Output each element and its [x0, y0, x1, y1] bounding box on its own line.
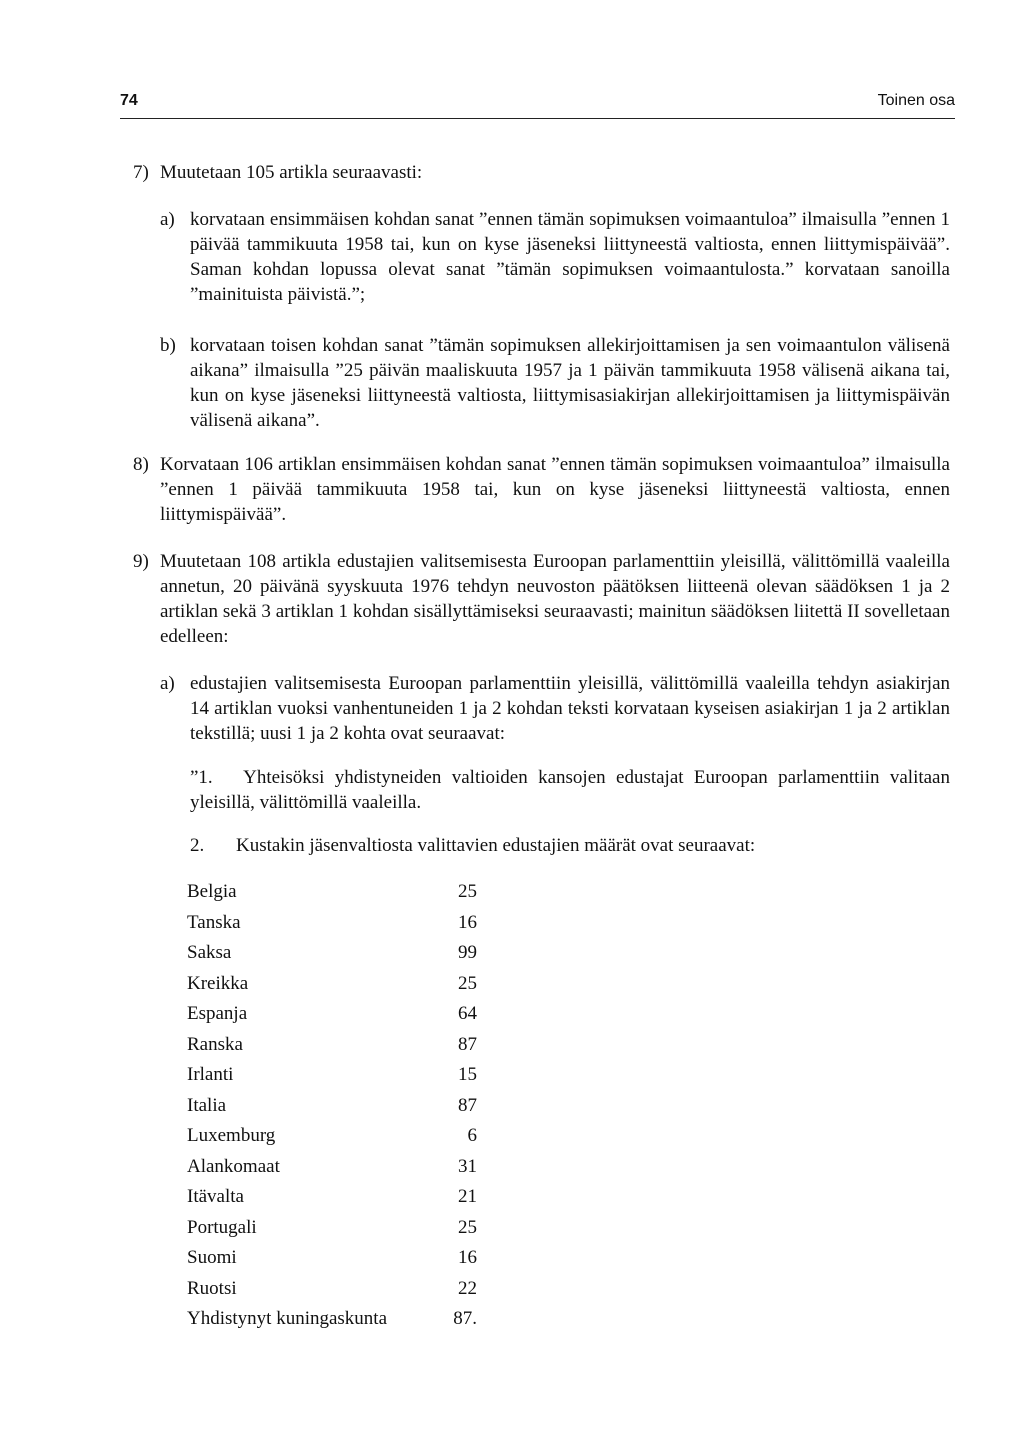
seat-count: 22 [458, 1277, 477, 1299]
section-9-label: 9) [133, 551, 149, 572]
section-7-text: Muutetaan 105 artikla seuraavasti: [160, 162, 423, 183]
section-8-label: 8) [133, 454, 149, 475]
quoted-paragraph-2-number: 2. [190, 835, 205, 856]
seat-count: 25 [458, 1216, 477, 1238]
seat-count: 21 [458, 1186, 477, 1207]
table-row [187, 1182, 477, 1213]
seat-count: 16 [458, 911, 477, 933]
country-name: Portugali [187, 1216, 257, 1238]
country-name: Tanska [187, 911, 241, 933]
country-name: Kreikka [187, 972, 249, 994]
table-row [187, 938, 477, 969]
country-name: Italia [187, 1094, 227, 1116]
page-header [120, 88, 955, 119]
country-name: Irlanti [187, 1064, 234, 1085]
table-row [187, 1060, 477, 1091]
seat-count: 64 [458, 1003, 477, 1024]
table-row [187, 1091, 477, 1122]
section-9-text: Muutetaan 108 artikla edustajien valitsemisesta Euroopan parlamenttiin yleisillä, välittömillä vaaleilla annetun, 20 päivänä syyskuuta 1976 tehdyn neuvoston päätöksen liitteenä olevan säädöksen 1 ja 2 artiklan sekä 3 artiklan 1 kohdan sisällyttämiseksi seuraavasti; mainitun säädöksen liitettä II sovelletaan edelleen: [160, 551, 950, 647]
table-row [187, 908, 477, 939]
seat-count: 6 [467, 1125, 477, 1146]
seat-count: 87 [458, 1033, 477, 1055]
table-row [187, 1304, 477, 1335]
seat-count: 15 [458, 1064, 477, 1085]
country-name: Yhdistynyt kuningaskunta [187, 1308, 388, 1329]
table-row [187, 1213, 477, 1244]
table-row [187, 1274, 477, 1305]
seat-count: 25 [458, 881, 477, 902]
country-name: Espanja [187, 1003, 248, 1024]
page-number: 74 [120, 92, 138, 109]
seat-count: 87. [453, 1308, 477, 1329]
country-name: Belgia [187, 881, 237, 902]
quoted-paragraph-1: ”1. Yhteisöksi yhdistyneiden valtioiden kansojen edustajat Euroopan parlamenttiin valitaan yleisillä, välittömillä vaaleilla. [190, 767, 955, 813]
quoted-paragraph-2: Kustakin jäsenvaltiosta valittavien edustajien määrät ovat seuraavat: [236, 835, 756, 856]
seat-count: 25 [458, 972, 477, 994]
table-row [187, 1152, 477, 1183]
section-9a-text: edustajien valitsemisesta Euroopan parlamenttiin yleisillä, välittömillä vaaleilla tehdyn asiakirjan 14 artiklan vuoksi vanhentuneiden 1 ja 2 kohdan teksti korvataan kyseisen asiakirjan 1 ja 2 artiklan tekstillä; uusi 1 ja 2 kohta ovat seuraavat: [190, 673, 950, 744]
section-7a-label: a) [160, 209, 175, 230]
seat-count: 31 [458, 1155, 477, 1177]
table-row [187, 1030, 477, 1061]
country-name: Ruotsi [187, 1277, 237, 1299]
country-name: Itävalta [187, 1186, 244, 1207]
table-row [187, 877, 477, 908]
seat-count: 87 [458, 1094, 477, 1116]
seat-count: 99 [458, 942, 477, 963]
country-name: Suomi [187, 1247, 237, 1268]
section-7-label: 7) [133, 162, 149, 183]
section-9a-label: a) [160, 673, 175, 694]
section-7b-label: b) [160, 335, 176, 356]
section-7a-text: korvataan ensimmäisen kohdan sanat ”ennen tämän sopimuksen voimaantuloa” ilmaisulla ”ennen 1 päivää tammikuuta 1958 tai, kun on kyse jäseneksi liittyneestä valtiosta, ennen liittymispäivää”. Saman kohdan lopussa olevat sanat ”tämän sopimuksen voimaantulosta.” korvataan sanoilla ”mainituista päivistä.”; [190, 209, 950, 305]
section-8-text: Korvataan 106 artiklan ensimmäisen kohdan sanat ”ennen tämän sopimuksen voimaantuloa” ilmaisulla ”ennen 1 päivää tammikuuta 1958 tai, kun on kyse jäseneksi liittyneestä valtiosta, ennen liittymispäivää”. [160, 454, 950, 525]
table-row [187, 999, 477, 1030]
table-row [187, 1121, 477, 1152]
seat-allocation-table [187, 877, 477, 1335]
table-row [187, 969, 477, 1000]
country-name: Alankomaat [187, 1155, 280, 1177]
table-row [187, 1243, 477, 1274]
country-name: Saksa [187, 942, 232, 963]
section-7b-text: korvataan toisen kohdan sanat ”tämän sopimuksen allekirjoittamisen ja sen voimaantulon välisenä aikana” ilmaisulla ”25 päivän maaliskuuta 1957 ja 1 päivän tammikuuta 1958 välisenä aikana tai, kun on kyse jäseneksi liittyneestä valtiosta, liittymisasiakirjan allekirjoittamisen ja liittymispäivän välisenä aikana”. [190, 335, 950, 431]
running-title: Toinen osa [877, 92, 955, 109]
country-name: Ranska [187, 1033, 243, 1055]
country-name: Luxemburg [187, 1125, 276, 1146]
seat-count: 16 [458, 1247, 477, 1268]
